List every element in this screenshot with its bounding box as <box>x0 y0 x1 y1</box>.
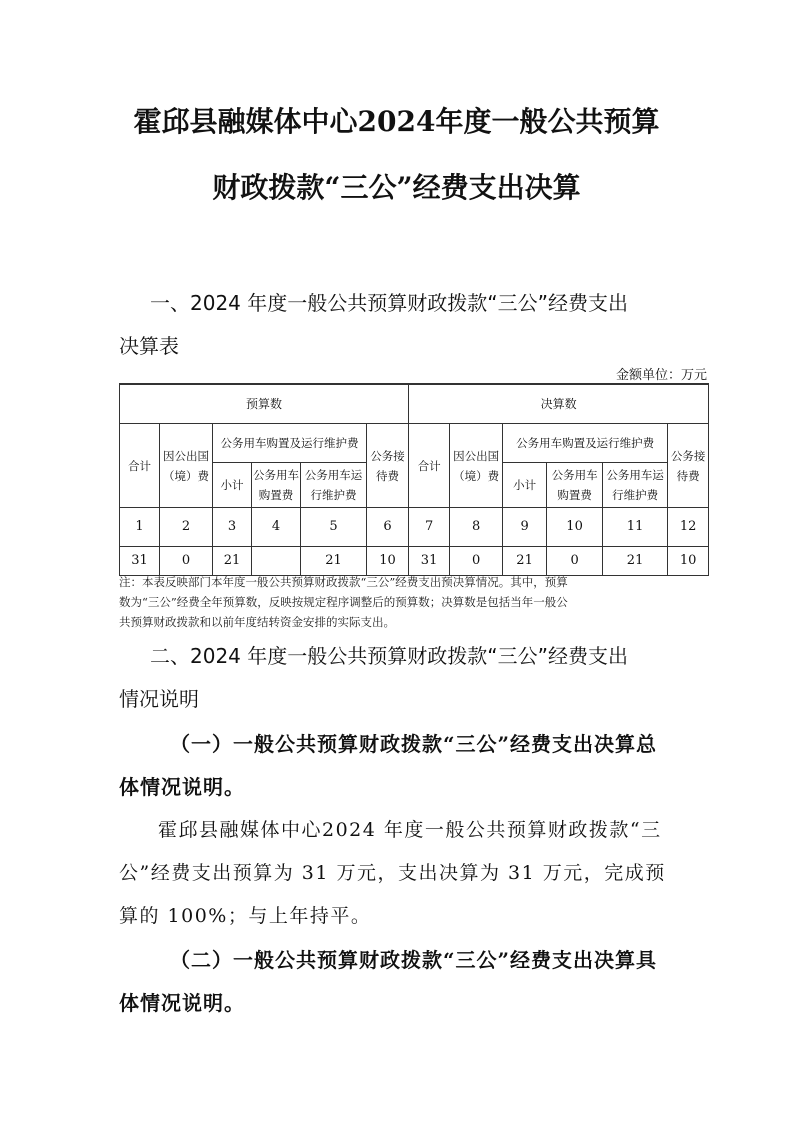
header-final-operation-l1: 公务用车运 <box>606 468 664 482</box>
value-cell: 31 <box>409 547 450 576</box>
header-final-vehicle: 公务用车购置及运行维护费 <box>503 424 668 463</box>
value-cell: 21 <box>301 547 367 576</box>
document-title-line-1: 霍邱县融媒体中心2024年度一般公共预算 <box>133 105 660 138</box>
index-cell: 7 <box>409 508 450 547</box>
header-budget-operation-l1: 公务用车运 <box>304 468 363 482</box>
three-public-expense-table <box>119 383 709 576</box>
header-budget-abroad-l1: 因公出国 <box>163 448 209 463</box>
header-budget-group: 预算数 <box>120 384 409 424</box>
index-cell: 8 <box>450 508 503 547</box>
value-cell: 31 <box>120 547 160 576</box>
index-cell: 12 <box>668 508 709 547</box>
header-final-purchase <box>547 463 603 508</box>
value-cell: 21 <box>213 547 252 576</box>
index-cell: 11 <box>603 508 668 547</box>
note-line: 注：本表反映部门本年度一般公共预算财政拨款“三公”经费支出预决算情况。其中，预算 <box>119 575 568 589</box>
header-final-subtotal: 小计 <box>503 463 547 508</box>
header-final-purchase-l2: 购置费 <box>557 488 592 502</box>
header-final-abroad-l2: （境）费 <box>453 468 500 483</box>
index-cell: 5 <box>301 508 367 547</box>
header-budget-abroad <box>160 424 213 508</box>
header-final-total: 合计 <box>409 424 450 508</box>
value-cell: 10 <box>668 547 709 576</box>
section-2-heading-line-1: 二、2024 年度一般公共预算财政拨款“三公”经费支出 <box>150 644 628 668</box>
note-line: 数为“三公”经费全年预算数，反映按规定程序调整后的预算数；决算数是包括当年一般公 <box>119 595 568 609</box>
header-budget-reception <box>367 424 409 508</box>
unit-label: 金额单位：万元 <box>615 368 707 383</box>
table-row-index <box>120 508 709 547</box>
header-budget-vehicle: 公务用车购置及运行维护费 <box>213 424 367 463</box>
header-budget-abroad-l2: （境）费 <box>163 468 209 483</box>
index-cell: 2 <box>160 508 213 547</box>
index-cell: 10 <box>547 508 603 547</box>
index-cell: 6 <box>367 508 409 547</box>
header-final-abroad-l1: 因公出国 <box>453 448 500 463</box>
value-cell: 0 <box>450 547 503 576</box>
section-2-heading-line-2: 情况说明 <box>119 687 199 711</box>
table-note <box>119 572 709 632</box>
header-final-group: 决算数 <box>409 384 709 424</box>
header-budget-operation-l2: 行维护费 <box>310 488 357 502</box>
index-cell: 1 <box>120 508 160 547</box>
header-budget-purchase-l1: 公务用车 <box>253 468 299 482</box>
header-final-operation <box>603 463 668 508</box>
document-title-line-2: 财政拨款“三公”经费支出决算 <box>212 171 581 204</box>
header-budget-total: 合计 <box>120 424 160 508</box>
index-cell: 3 <box>213 508 252 547</box>
value-cell: 10 <box>367 547 409 576</box>
paragraph-line-3: 算的 100%；与上年持平。 <box>119 905 372 927</box>
header-budget-reception-l2: 待费 <box>376 468 400 483</box>
header-budget-subtotal: 小计 <box>213 463 252 508</box>
header-final-purchase-l1: 公务用车 <box>551 468 598 482</box>
section-1-heading-line-1: 一、2024 年度一般公共预算财政拨款“三公”经费支出 <box>150 291 628 315</box>
section-1-heading-line-2: 决算表 <box>119 334 179 358</box>
subsection-2-heading-line-2: 体情况说明。 <box>119 991 245 1015</box>
paragraph-line-1: 霍邱县融媒体中心2024 年度一般公共预算财政拨款“三 <box>158 819 662 841</box>
header-final-operation-l2: 行维护费 <box>612 488 659 502</box>
header-final-reception <box>668 424 709 508</box>
header-final-abroad <box>450 424 503 508</box>
subsection-1-heading-line-1: （一）一般公共预算财政拨款“三公”经费支出决算总 <box>170 732 658 756</box>
paragraph-line-2: 公”经费支出预算为 31 万元，支出决算为 31 万元，完成预 <box>119 862 666 884</box>
header-budget-operation <box>301 463 367 508</box>
header-budget-purchase <box>252 463 301 508</box>
header-budget-reception-l1: 公务接 <box>370 448 405 463</box>
header-final-reception-l1: 公务接 <box>670 448 706 463</box>
value-cell: 21 <box>603 547 668 576</box>
index-cell: 4 <box>252 508 301 547</box>
value-cell: 21 <box>503 547 547 576</box>
header-final-reception-l2: 待费 <box>676 468 700 483</box>
value-cell: 0 <box>160 547 213 576</box>
header-budget-purchase-l2: 购置费 <box>258 488 294 502</box>
subsection-2-heading-line-1: （二）一般公共预算财政拨款“三公”经费支出决算具 <box>170 948 658 972</box>
subsection-1-heading-line-2: 体情况说明。 <box>119 775 245 799</box>
index-cell: 9 <box>503 508 547 547</box>
value-cell: 0 <box>547 547 603 576</box>
note-line: 共预算财政拨款和以前年度结转资金安排的实际支出。 <box>119 615 395 629</box>
